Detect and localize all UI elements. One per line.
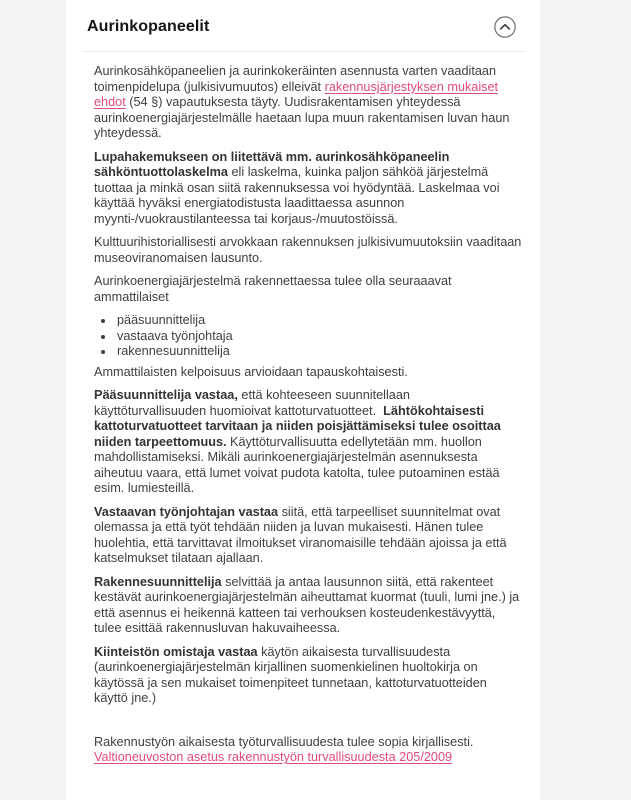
bold-segment: Pääsuunnittelija vastaa, (94, 388, 238, 402)
text-segment: Aurinkosähköpaneelien ja aurinkokeräinten asennusta varten vaaditaan toimenpidelupa (julkisivumuutos) elleivät (94, 64, 497, 94)
text-segment: siitä, että tarpeelliset suunnitelmat ovat olemassa ja että työt tehdään niiden ja luvan mukaisesti. Hänen tulee huolehtia, että tarvittavat ilmoitukset viranomaisille tehdään ajoissa ja että katselmukset tilataan ajallaan. (94, 504, 507, 565)
paragraph (94, 505, 522, 567)
text-segment: Aurinkoenergiajärjestelmä rakennettaessa tulee olla seuraaavat ammattilaiset (94, 274, 452, 304)
text-segment: että kohteeseen suunnitellaan käyttöturvallisuuden huomioivat kattoturvatuotteet. (94, 388, 410, 418)
paragraph (94, 64, 522, 142)
paragraph (94, 388, 522, 497)
chevron-up-icon (493, 15, 517, 39)
collapse-toggle-button[interactable] (493, 15, 517, 39)
text-segment: Käyttöturvallisuutta edellytetään mm. huollon mahdollistamiseksi. Mikäli aurinkoenergiajärjestelmän asennuksesta aiheutuu vaara, että lumet voivat pudota katolta, tulee putoaminen estää esim. lumiesteillä. (94, 434, 500, 495)
bold-segment: Rakennesuunnittelija (94, 574, 222, 589)
text-segment: selvittää ja antaa lausunnon siitä, että rakenteet kestävät aurinkoenergiajärjestelmän aiheuttamat kuormat (tuuli, lumi jne.) ja että asennus ei heikennä katteen tai verhouksen kosteudenkestävyyttä, tulee esittää rakennusluvan hakuvaiheessa. (94, 574, 520, 635)
text-segment: Kulttuurihistoriallisesti arvokkaan rakennuksen julkisivumuutoksiin vaaditaan museoviranomaisen lausunto. (94, 235, 522, 265)
bold-segment: Lähtökohtaisesti kattoturvatuotteet tarvitaan ja niiden poisjättämiseksi tulee osoittaa niiden tarpeettomuus. (94, 403, 501, 449)
text-segment: Ammattilaisten kelpoisuus arvioidaan tapauskohtaisesti. (94, 364, 408, 379)
list-item: • vastaava työnjohtaja (115, 329, 522, 345)
text-segment: käytön aikaisesta turvallisuudesta (aurinkoenergiajärjestelmän kirjallinen suomenkielinen huoltokirja on käytössä ja sen mukaiset toimenpiteet tunnetaan, kattoturvatuotteiden käyttö jne.) (94, 644, 487, 705)
paragraph (94, 274, 522, 305)
bold-segment: Kiinteistön omistaja vastaa (94, 644, 258, 659)
text-segment: (54 §) vapautuksesta täyty. Uudisrakentamisen yhteydessä aurinkoenergiajärjestelmälle haetaan lupa muun rakentamisen luvan haun yhteydessä. (94, 95, 510, 140)
accordion-card (66, 0, 540, 800)
accordion-title: Aurinkopaneelit (87, 18, 210, 35)
text-segment: eli laskelma, kuinka paljon sähköä järjestelmä tuottaa ja minkä osan siitä rakennuksessa voi hyödyntää. Laskelmaa voi käyttää hyväksi energiatodistusta laadittaessa asunnon myynti-/vuokraustilanteessa tai korjaus-/muutostöissä. (94, 165, 500, 226)
accordion-header[interactable] (66, 0, 540, 51)
bullet-list (94, 313, 522, 360)
bold-segment: Vastaavan työnjohtajan vastaa (94, 504, 279, 519)
text-segment: Rakennustyön aikaisesta työturvallisuudesta tulee sopia kirjallisesti. (94, 734, 474, 749)
paragraph (94, 365, 522, 381)
paragraph (94, 735, 522, 766)
text-link[interactable]: Valtioneuvoston asetus rakennustyön turvallisuudesta 205/2009 (94, 750, 453, 764)
text-link[interactable]: rakennusjärjestyksen mukaiset ehdot (94, 79, 499, 109)
paragraph (94, 645, 522, 707)
list-item: • pääsuunnittelija (115, 313, 522, 329)
paragraph (94, 575, 522, 637)
accordion-content (66, 52, 540, 800)
paragraph (94, 150, 522, 228)
paragraph (94, 235, 522, 266)
bold-segment: Lupahakemukseen on liitettävä mm. aurinkosähköpaneelin sähköntuottolaskelma (94, 149, 450, 179)
list-item: • rakennesuunnittelija (115, 344, 522, 360)
